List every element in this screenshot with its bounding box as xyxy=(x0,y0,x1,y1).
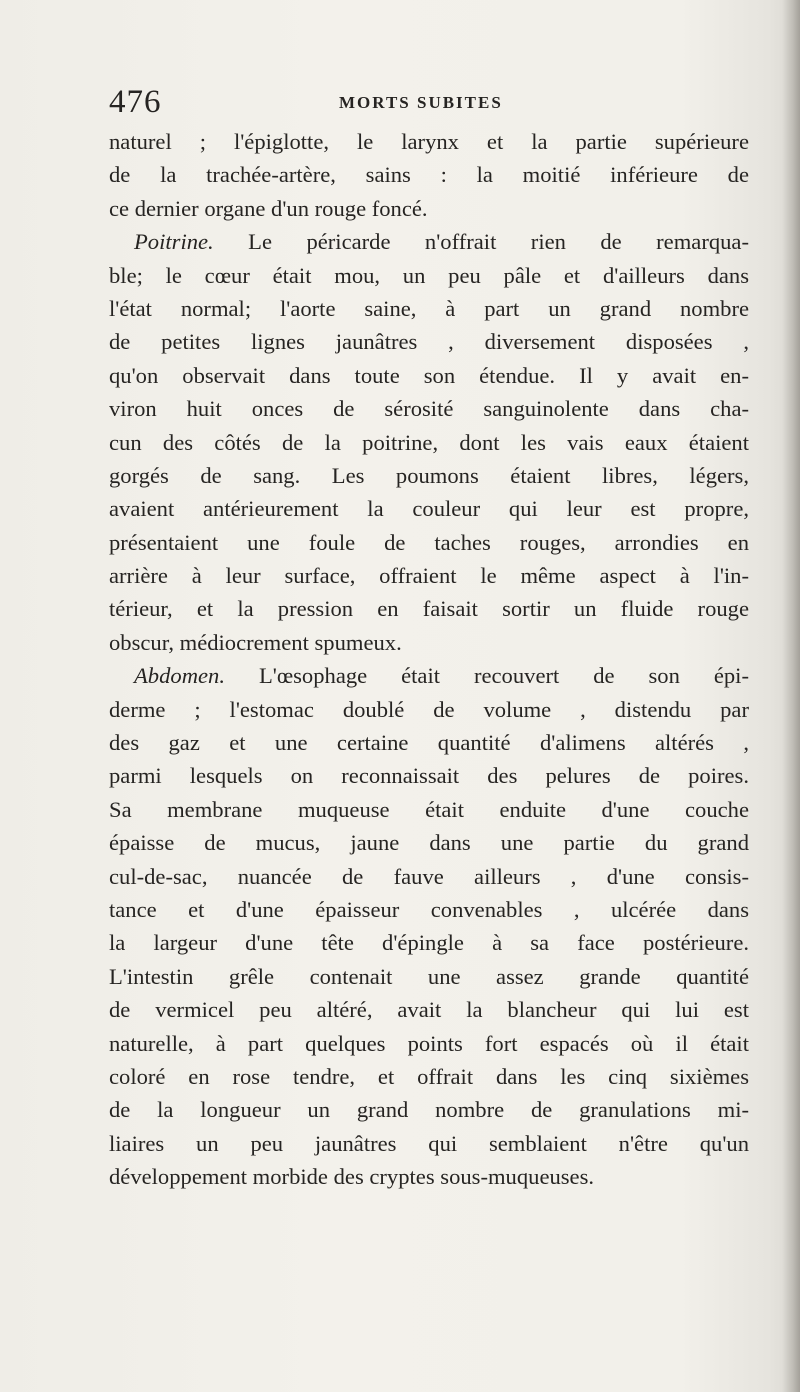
section-heading: Abdomen. xyxy=(134,663,225,689)
line-text: la largeur d'une tête d'épingle à sa face postérieure. xyxy=(109,930,749,956)
line-text: des gaz et une certaine quantité d'alimens altérés , xyxy=(109,730,749,756)
line-text: de petites lignes jaunâtres , diversement disposées , xyxy=(109,329,749,355)
section-heading: Poitrine. xyxy=(134,229,214,255)
line-text: Le péricarde n'offrait rien de remarqua- xyxy=(213,229,749,255)
line-text: térieur, et la pression en faisait sortir un fluide rouge xyxy=(109,596,749,622)
line-text: l'état normal; l'aorte saine, à part un grand nombre xyxy=(109,295,749,321)
text-line xyxy=(109,826,749,859)
text-line xyxy=(109,893,749,926)
line-text: liaires un peu jaunâtres qui semblaient n'être qu'un xyxy=(109,1130,749,1156)
line-text: épaisse de mucus, jaune dans une partie du grand xyxy=(109,830,749,856)
line-text: présentaient une foule de taches rouges, arrondies en xyxy=(109,529,749,555)
text-line xyxy=(109,1093,749,1126)
text-line xyxy=(109,726,749,759)
running-title: MORTS SUBITES xyxy=(339,93,503,112)
text-line xyxy=(109,693,749,726)
text-line xyxy=(109,526,749,559)
text-line xyxy=(109,359,749,392)
text-line xyxy=(109,392,749,425)
text-line xyxy=(109,659,749,692)
line-text: développement morbide des cryptes sous-muqueuses. xyxy=(109,1164,595,1190)
text-line xyxy=(109,1160,749,1193)
line-text: L'œsophage était recouvert de son épi- xyxy=(224,663,749,689)
line-text: cul-de-sac, nuancée de fauve ailleurs , d'une consis- xyxy=(109,863,749,889)
text-line xyxy=(109,426,749,459)
text-line xyxy=(109,592,749,625)
line-text: ble; le cœur était mou, un peu pâle et d'ailleurs dans xyxy=(109,262,749,288)
line-text: ce dernier organe d'un rouge foncé. xyxy=(109,195,428,221)
text-line xyxy=(109,993,749,1026)
text-line xyxy=(109,960,749,993)
text-line xyxy=(109,292,749,325)
line-text: de la trachée-artère, sains : la moitié inférieure de xyxy=(109,162,749,188)
line-text: viron huit onces de sérosité sanguinolente dans cha- xyxy=(109,396,749,422)
text-line xyxy=(109,860,749,893)
text-line xyxy=(109,158,749,191)
text-line xyxy=(109,459,749,492)
line-text: tance et d'une épaisseur convenables , ulcérée dans xyxy=(109,896,749,922)
line-text: de la longueur un grand nombre de granulations mi- xyxy=(109,1097,749,1123)
line-text: arrière à leur surface, offraient le même aspect à l'in- xyxy=(109,563,749,589)
text-line xyxy=(109,192,749,225)
text-line xyxy=(109,1027,749,1060)
page-number: 476 xyxy=(109,84,162,120)
line-text: cun des côtés de la poitrine, dont les vais eaux étaient xyxy=(109,429,749,455)
page-edge-shadow xyxy=(782,0,800,1392)
text-line xyxy=(109,1127,749,1160)
text-line xyxy=(109,926,749,959)
line-text: de vermicel peu altéré, avait la blancheur qui lui est xyxy=(109,997,749,1023)
text-line xyxy=(109,492,749,525)
line-text: naturel ; l'épiglotte, le larynx et la partie supérieure xyxy=(109,129,749,154)
line-text: coloré en rose tendre, et offrait dans les cinq sixièmes xyxy=(109,1063,749,1089)
text-line xyxy=(109,225,749,258)
line-text: derme ; l'estomac doublé de volume , distendu par xyxy=(109,696,749,722)
text-line xyxy=(109,259,749,292)
line-text: L'intestin grêle contenait une assez grande quantité xyxy=(109,963,749,989)
line-text: naturelle, à part quelques points fort espacés où il était xyxy=(109,1030,749,1056)
text-line xyxy=(109,559,749,592)
text-line xyxy=(109,626,749,659)
line-text: Sa membrane muqueuse était enduite d'une couche xyxy=(109,796,749,822)
text-line xyxy=(109,1060,749,1093)
text-line xyxy=(109,125,749,158)
line-text: parmi lesquels on reconnaissait des pelures de poires. xyxy=(109,763,749,789)
text-line xyxy=(109,759,749,792)
line-text: obscur, médiocrement spumeux. xyxy=(109,629,402,655)
line-text: gorgés de sang. Les poumons étaient libres, légers, xyxy=(109,462,749,488)
text-line xyxy=(109,793,749,826)
text-line xyxy=(109,325,749,358)
running-head xyxy=(109,82,744,122)
line-text: avaient antérieurement la couleur qui leur est propre, xyxy=(109,496,749,522)
line-text: qu'on observait dans toute son étendue. Il y avait en- xyxy=(109,362,749,388)
body-text xyxy=(109,125,749,1194)
